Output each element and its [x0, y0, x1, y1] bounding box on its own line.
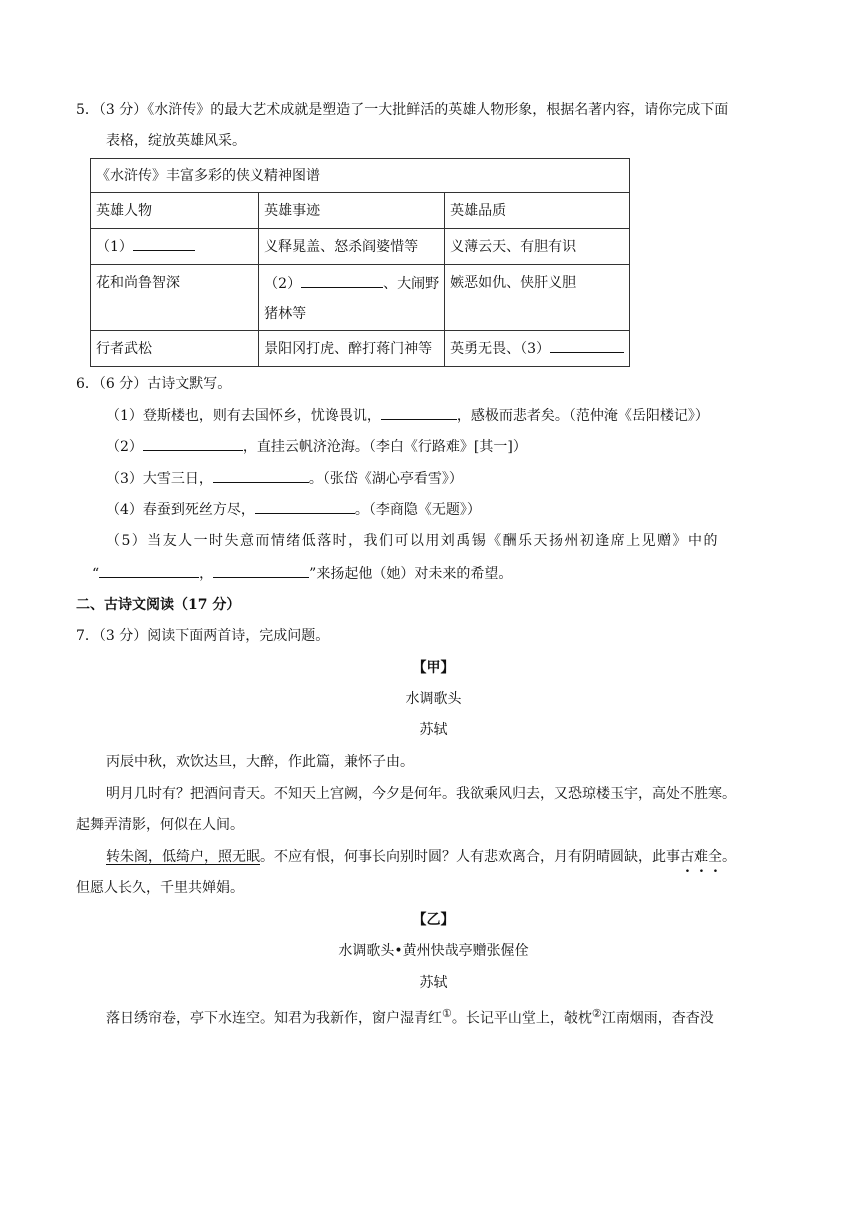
dotted-char: 全: [708, 849, 722, 865]
footnote-marker: ①: [442, 1007, 452, 1020]
table-cell: 景阳冈打虎、醉打蒋门神等: [259, 331, 445, 367]
poem-yi-title: 水调歌头•黄州快哉亭赠张偓佺: [338, 943, 529, 959]
table-header-quality: 英雄品质: [445, 193, 630, 229]
blank-label-1: （1）: [96, 238, 133, 255]
poem-jia-preface: 丙辰中秋，欢饮达旦，大醉，作此篇，兼怀子由。: [106, 754, 414, 770]
table-cell: 嫉恶如仇、侠肝义胆: [445, 265, 630, 331]
q7-title: 7．（3 分）阅读下面两首诗，完成问题。: [76, 628, 330, 644]
answer-blank-q6-3[interactable]: [213, 468, 309, 483]
answer-blank-q6-5b[interactable]: [213, 563, 309, 578]
q6-text: ，: [199, 566, 214, 582]
poem-yi-tag: 【乙】: [412, 912, 455, 928]
q6-item-5-cont: [92, 563, 512, 584]
table-cell: 花和尚鲁智深: [91, 265, 259, 331]
underlined-phrase: 转朱阁，低绮户，照无眠: [106, 849, 260, 865]
poem-text: 江南烟雨，杳杳没: [601, 1010, 714, 1027]
poem-yi-author: 苏轼: [419, 975, 448, 991]
poem-text: 落日绣帘卷，亭下水连空。知君为我新作，窗户湿青红: [106, 1010, 442, 1027]
q6-title: 6．（6 分）古诗文默写。: [76, 376, 232, 392]
dotted-char: 难: [694, 849, 708, 865]
q6-text: （3）大雪三日，: [106, 471, 213, 487]
table-cell: [259, 265, 445, 331]
q6-text: ”来扬起他（她）对未来的希望。: [309, 566, 513, 582]
q5-stem-line2: 表格，绽放英雄风采。: [106, 133, 246, 149]
q6-item-1: [106, 405, 709, 426]
table-cell: 行者武松: [91, 331, 259, 367]
answer-blank-q6-5a[interactable]: [99, 563, 199, 578]
footnote-marker: ②: [591, 1007, 602, 1020]
q6-item-5: （5）当友人一时失意而情绪低落时，我们可以用刘禹锡《酬乐天扬州初逢席上见赠》中的: [106, 533, 719, 549]
poem-jia-line: 但愿人长久，千里共婵娟。: [76, 880, 244, 896]
table-cell: [445, 331, 630, 367]
table-cell: [91, 229, 259, 265]
poem-jia-author: 苏轼: [419, 722, 448, 738]
answer-blank-1[interactable]: [133, 236, 195, 251]
q6-text: （1）登斯楼也，则有去国怀乡，忧谗畏讥，: [106, 408, 381, 424]
poem-jia-tag: 【甲】: [412, 660, 455, 676]
answer-blank-q6-1[interactable]: [381, 405, 457, 420]
poem-text: 。: [722, 849, 736, 865]
blank-label-3: 英勇无畏、（3）: [450, 340, 550, 357]
deed-text: 、大闹野: [383, 276, 440, 292]
poem-text: 。长记平山堂上，攲枕: [451, 1010, 592, 1027]
answer-blank-q6-2[interactable]: [143, 436, 243, 451]
q6-text: （2）: [106, 439, 143, 455]
poem-jia-line: 起舞弄清影，何似在人间。: [76, 817, 244, 833]
dotted-char: 古: [680, 849, 694, 865]
section-heading: 二、古诗文阅读（17 分）: [76, 597, 241, 613]
q6-item-2: [106, 436, 527, 457]
deed-text-cont: 猪林等: [264, 306, 307, 322]
poem-yi-line: [106, 1004, 714, 1029]
answer-blank-2[interactable]: [301, 273, 383, 288]
poem-jia-line: [106, 847, 736, 867]
answer-blank-3[interactable]: [550, 338, 624, 353]
table-title: 《水浒传》丰富多彩的侠义精神图谱: [91, 159, 630, 193]
q6-item-4: [106, 499, 481, 520]
hero-table: [90, 158, 630, 367]
q6-text: ，直挂云帆济沧海。（李白《行路难》[其一]）: [242, 439, 527, 455]
poem-jia-line: 明月几时有？把酒问青天。不知天上宫阙，今夕是何年。我欲乘风归去，又恐琼楼玉宇，高处不胜寒。: [106, 786, 736, 802]
table-cell: 义薄云天、有胆有识: [445, 229, 630, 265]
table-cell: 义释晁盖、怒杀阎婆惜等: [259, 229, 445, 265]
table-header-deeds: 英雄事迹: [259, 193, 445, 229]
poem-text: 。不应有恨，何事长向别时圆？人有悲欢离合，月有阴晴圆缺，此事: [260, 849, 680, 865]
poem-jia-title: 水调歌头: [405, 691, 462, 707]
q5-stem-line1: 5．（3 分）《水浒传》的最大艺术成就是塑造了一大批鲜活的英雄人物形象，根据名著内容，请你完成下面: [76, 102, 729, 118]
answer-blank-q6-4[interactable]: [255, 499, 355, 514]
q6-text: （4）春蚕到死丝方尽，: [106, 502, 255, 518]
q6-text: 。（张岱《湖心亭看雪》）: [308, 471, 463, 487]
q6-text: 。（李商隐《无题》）: [354, 502, 481, 518]
q6-text: ，感极而悲者矣。（范仲淹《岳阳楼记》）: [456, 408, 709, 424]
table-header-hero: 英雄人物: [91, 193, 259, 229]
q6-item-3: [106, 468, 463, 489]
blank-label-2: （2）: [264, 276, 302, 292]
quote-open: “: [92, 566, 100, 582]
